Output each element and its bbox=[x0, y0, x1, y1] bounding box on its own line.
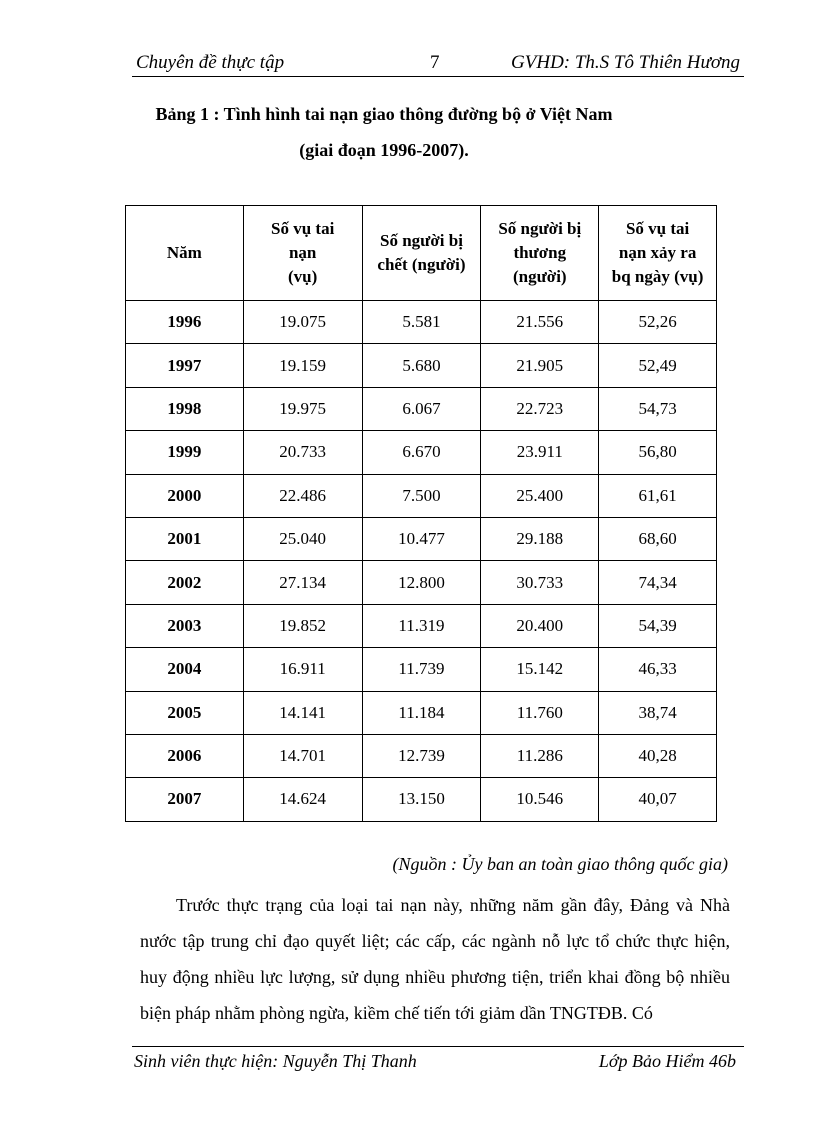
table-cell: 54,73 bbox=[599, 387, 717, 430]
table-cell: 5.680 bbox=[362, 344, 481, 387]
table-cell: 29.188 bbox=[481, 517, 599, 560]
table-row bbox=[126, 778, 717, 821]
table-cell: 54,39 bbox=[599, 604, 717, 647]
column-header-line: bq ngày (vụ) bbox=[611, 267, 704, 286]
table-cell: 20.400 bbox=[481, 604, 599, 647]
table-cell: 52,49 bbox=[599, 344, 717, 387]
table-row bbox=[126, 691, 717, 734]
table-cell: 5.581 bbox=[362, 301, 481, 344]
table-cell: 52,26 bbox=[599, 301, 717, 344]
page-number: 7 bbox=[430, 52, 440, 73]
table-cell: 11.760 bbox=[481, 691, 599, 734]
table-cell: 19.159 bbox=[243, 344, 362, 387]
year-cell: 2004 bbox=[126, 648, 244, 691]
column-header-line: nạn bbox=[288, 243, 317, 262]
footer-right: Lớp Bảo Hiểm 46b bbox=[598, 1051, 736, 1071]
table-cell: 25.400 bbox=[481, 474, 599, 517]
year-cell: 1997 bbox=[126, 344, 244, 387]
column-header-line: Số người bị bbox=[498, 219, 582, 238]
table-row bbox=[126, 387, 717, 430]
year-cell: 2003 bbox=[126, 604, 244, 647]
table-subtitle: (giai đoạn 1996-2007). bbox=[299, 140, 469, 160]
table-row bbox=[126, 734, 717, 777]
column-header-line: (người) bbox=[512, 267, 567, 286]
page-header bbox=[132, 50, 744, 77]
table-cell: 11.286 bbox=[481, 734, 599, 777]
table-cell: 68,60 bbox=[599, 517, 717, 560]
column-header bbox=[481, 206, 599, 301]
table-cell: 10.546 bbox=[481, 778, 599, 821]
table-cell: 20.733 bbox=[243, 431, 362, 474]
accident-table bbox=[125, 205, 717, 822]
table-cell: 56,80 bbox=[599, 431, 717, 474]
table-title: Bảng 1 : Tình hình tai nạn giao thông đường bộ ở Việt Nam bbox=[155, 104, 613, 124]
table-cell: 61,61 bbox=[599, 474, 717, 517]
table-cell: 38,74 bbox=[599, 691, 717, 734]
table-cell: 12.800 bbox=[362, 561, 481, 604]
header-right: GVHD: Th.S Tô Thiên Hương bbox=[511, 52, 740, 73]
year-cell: 2001 bbox=[126, 517, 244, 560]
table-row bbox=[126, 301, 717, 344]
table-row bbox=[126, 474, 717, 517]
table-cell: 46,33 bbox=[599, 648, 717, 691]
table-cell: 21.905 bbox=[481, 344, 599, 387]
column-header bbox=[599, 206, 717, 301]
year-cell: 2005 bbox=[126, 691, 244, 734]
column-header bbox=[243, 206, 362, 301]
footer-left: Sinh viên thực hiện: Nguyễn Thị Thanh bbox=[134, 1051, 417, 1071]
table-cell: 12.739 bbox=[362, 734, 481, 777]
table-row bbox=[126, 604, 717, 647]
table-cell: 22.723 bbox=[481, 387, 599, 430]
table-cell: 16.911 bbox=[243, 648, 362, 691]
table-cell: 11.319 bbox=[362, 604, 481, 647]
table-cell: 14.141 bbox=[243, 691, 362, 734]
year-cell: 1999 bbox=[126, 431, 244, 474]
year-cell: 2006 bbox=[126, 734, 244, 777]
table-row bbox=[126, 431, 717, 474]
table-cell: 22.486 bbox=[243, 474, 362, 517]
table-cell: 25.040 bbox=[243, 517, 362, 560]
body-paragraph: Trước thực trạng của loại tai nạn này, những năm gần đây, Đảng và Nhà nước tập trung chỉ đạo quyết liệt; các cấp, các ngành nỗ lực tổ chức thực hiện, huy động nhiều lực lượng, sử dụng nhiều phương tiện, triển khai đồng bộ nhiều biện pháp nhằm phòng ngừa, kiềm chế tiến tới giảm dần TNGTĐB. Có bbox=[140, 895, 730, 1023]
table-cell: 40,28 bbox=[599, 734, 717, 777]
column-header-line: Số vụ tai bbox=[271, 219, 335, 238]
table-row bbox=[126, 648, 717, 691]
table-cell: 6.067 bbox=[362, 387, 481, 430]
column-header-line: (vụ) bbox=[288, 267, 318, 286]
column-header-line: chết (người) bbox=[377, 255, 466, 274]
year-cell: 1996 bbox=[126, 301, 244, 344]
table-cell: 23.911 bbox=[481, 431, 599, 474]
table-row bbox=[126, 344, 717, 387]
table-cell: 40,07 bbox=[599, 778, 717, 821]
column-header-line: nạn xảy ra bbox=[618, 243, 697, 262]
source-note: (Nguồn : Ủy ban an toàn giao thông quốc gia) bbox=[392, 854, 728, 874]
table-cell: 19.852 bbox=[243, 604, 362, 647]
table-cell: 11.739 bbox=[362, 648, 481, 691]
header-left: Chuyên đề thực tập bbox=[136, 52, 285, 73]
table-body bbox=[126, 301, 717, 822]
table-cell: 19.975 bbox=[243, 387, 362, 430]
table-cell: 21.556 bbox=[481, 301, 599, 344]
column-header-line: thương bbox=[513, 243, 567, 262]
table-cell: 74,34 bbox=[599, 561, 717, 604]
year-cell: 2007 bbox=[126, 778, 244, 821]
table-cell: 11.184 bbox=[362, 691, 481, 734]
column-header bbox=[362, 206, 481, 301]
table-cell: 15.142 bbox=[481, 648, 599, 691]
year-cell: 2002 bbox=[126, 561, 244, 604]
table-cell: 14.701 bbox=[243, 734, 362, 777]
table-cell: 30.733 bbox=[481, 561, 599, 604]
column-header-line: Số người bị bbox=[380, 231, 463, 250]
column-header bbox=[126, 206, 244, 301]
table-cell: 27.134 bbox=[243, 561, 362, 604]
table-cell: 6.670 bbox=[362, 431, 481, 474]
year-cell: 2000 bbox=[126, 474, 244, 517]
table-cell: 7.500 bbox=[362, 474, 481, 517]
table-row bbox=[126, 517, 717, 560]
table-cell: 14.624 bbox=[243, 778, 362, 821]
table-header-row bbox=[126, 206, 717, 301]
column-header-line: Năm bbox=[166, 243, 202, 262]
table-row bbox=[126, 561, 717, 604]
table-cell: 10.477 bbox=[362, 517, 481, 560]
table-cell: 13.150 bbox=[362, 778, 481, 821]
year-cell: 1998 bbox=[126, 387, 244, 430]
table-cell: 19.075 bbox=[243, 301, 362, 344]
page-footer bbox=[132, 1046, 744, 1071]
column-header-line: Số vụ tai bbox=[625, 219, 690, 238]
